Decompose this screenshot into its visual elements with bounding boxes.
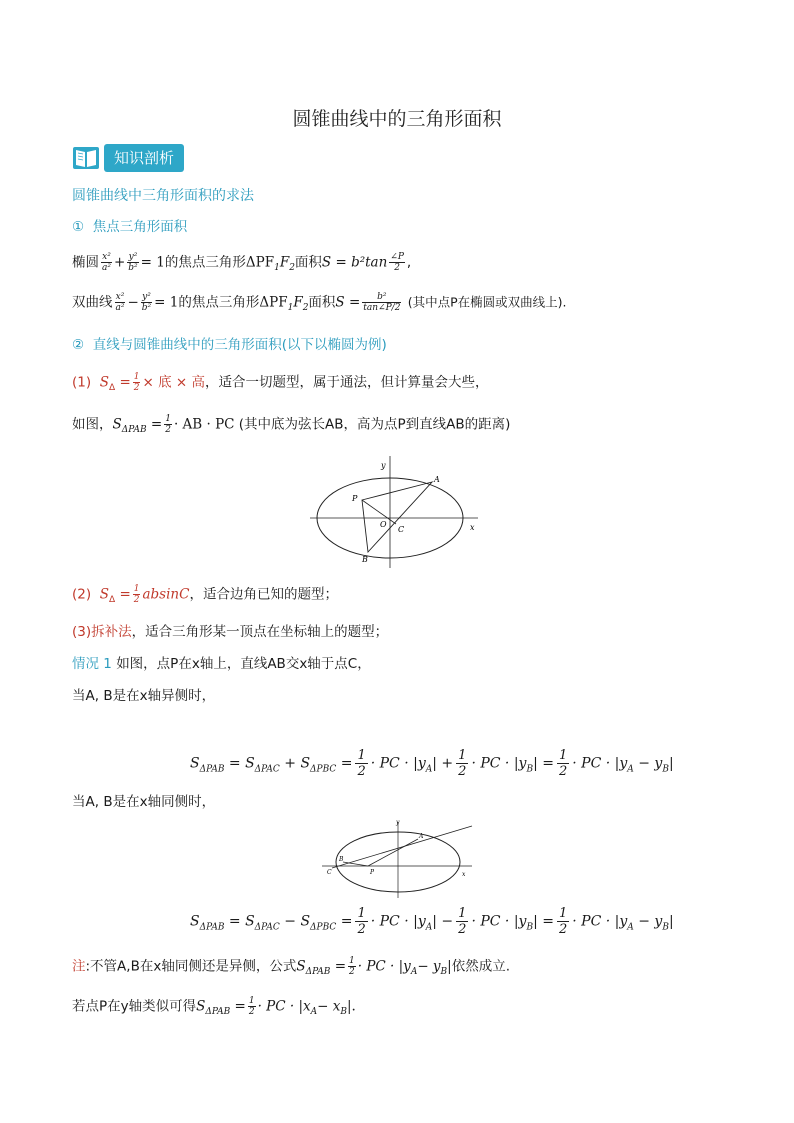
svg-text:y: y: [381, 461, 386, 470]
section-banner: [72, 144, 184, 172]
svg-text:B: B: [362, 555, 368, 564]
svg-text:O: O: [380, 520, 387, 529]
case-1-intro: 情况 1 如图，点P在x轴上，直线AB交x轴于点C，: [72, 656, 371, 672]
subsection-2: ② 直线与圆锥曲线中的三角形面积(以下以椭圆为例): [72, 337, 387, 353]
method-2: (2) $S_\Delta$ = $\frac{1}{2}$ absinC，适合边角已知的题型；: [72, 584, 338, 606]
svg-text:P: P: [370, 869, 375, 876]
page-title: 圆锥曲线中的三角形面积: [292, 108, 502, 130]
subsection-1: ① 焦点三角形面积: [72, 219, 188, 235]
svg-text:A: A: [434, 475, 440, 484]
banner-label: 知识剖析: [104, 144, 184, 172]
figure-ellipse-same-side: [318, 818, 478, 902]
svg-text:P: P: [352, 494, 358, 503]
svg-text:y: y: [396, 819, 400, 826]
section-heading: 圆锥曲线中三角形面积的求法: [72, 188, 254, 204]
method-1: (1) $S_\Delta$ = $\frac{1}{2}$ × 底 × 高，适合一切题型，属于通法，但计算量会大些，: [72, 372, 489, 394]
svg-text:C: C: [398, 525, 405, 534]
svg-text:x: x: [462, 871, 466, 878]
figure-ellipse-triangle: [308, 452, 488, 570]
y-axis-case-line: 若点P在y轴类似可得$S_{\Delta PAB}$ = $\frac{1}{2}$ · PC · $|x_A- x_B|$.: [72, 996, 356, 1018]
svg-text:A: A: [419, 833, 424, 840]
svg-text:x: x: [470, 523, 475, 532]
segment-pc: [362, 500, 396, 524]
ellipse-focal-formula: 椭圆 $\frac{\text{x²}}{\text{a²}}$ + $\frac{\text{y²}}{\text{b²}}$ = 1的焦点三角形$\Delta PF_1F_2$面积S = b²tan $\frac{\angle P}{2}$ ,: [72, 252, 412, 274]
method-1-example: 如图，$S_{\Delta PAB}$ = $\frac{1}{2}$ · AB · PC (其中底为弦长AB，高为点P到直线AB的距离): [72, 414, 511, 436]
triangle-pab: [362, 482, 432, 552]
svg-text:B: B: [339, 856, 344, 863]
svg-text:C: C: [327, 869, 332, 876]
method-3: (3)拆补法，适合三角形某一顶点在坐标轴上的题型；: [72, 624, 389, 640]
case-1-same-side: 当A, B是在x轴同侧时，: [72, 794, 216, 810]
case-1-opposite-sides: 当A, B是在x轴异侧时，: [72, 688, 216, 704]
book-icon: [72, 144, 100, 172]
equation-opposite-sides: $S_{\Delta PAB} = S_{\Delta PAC} + S_{\Delta PBC}$ = $\frac{1}{2}$ · PC · $|y_A|$ + $\frac{1}{2}$ · PC · $|y_B|$ = $\frac{1}{2}$ · PC · $|y_A - y_B|$: [190, 748, 674, 779]
hyperbola-focal-formula: 双曲线 $\frac{\text{x²}}{\text{a²}}$ − $\frac{\text{y²}}{\text{b²}}$ = 1的焦点三角形$\Delta PF_1F_2$面积S = $\frac{\text{b²}}{\tan\angle P/2}$ (其中点P在椭圆或双曲线上).: [72, 292, 567, 314]
equation-same-side: $S_{\Delta PAB} = S_{\Delta PAC} - S_{\Delta PBC}$ = $\frac{1}{2}$ · PC · $|y_A|$ − $\frac{1}{2}$ · PC · $|y_B|$ = $\frac{1}{2}$ · PC · $|y_A - y_B|$: [190, 906, 674, 937]
note-line: 注:不管A,B在x轴同侧还是异侧，公式$S_{\Delta PAB}$ = $\frac{1}{2}$ · PC · $|y_A- y_B|$依然成立.: [72, 956, 511, 978]
